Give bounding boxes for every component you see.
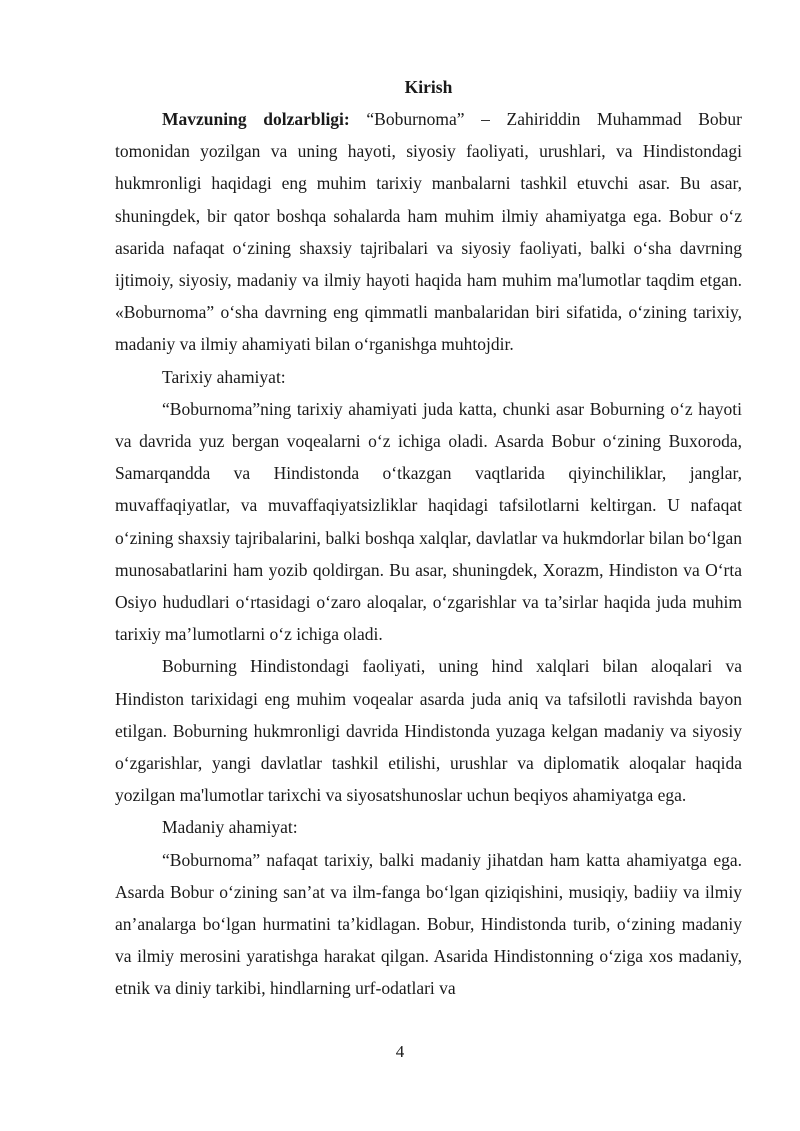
intro-paragraph [115, 103, 742, 361]
historical-paragraph-1: “Boburnoma”ning tarixiy ahamiyati juda katta, chunki asar Boburning oʻz hayoti va davrida yuz bergan voqealarni oʻz ichiga oladi. Asarda Bobur oʻzining Buxoroda, Samarqandda va Hindistonda oʻtkazgan vaqtlarida qiyinchiliklar, janglar, muvaffaqiyatlar, va muvaffaqiyatsizliklar haqidagi tafsilotlarni keltirgan. U nafaqat oʻzining shaxsiy tajribalarini, balki boshqa xalqlar, davlatlar va hukmdorlar bilan boʻlgan munosabatlarini ham yozib qoldirgan. Bu asar, shuningdek, Xorazm, Hindiston va Oʻrta Osiyo hududlari oʻrtasidagi oʻzaro aloqalar, oʻzgarishlar va ta’sirlar haqida juda muhim tarixiy ma’lumotlarni oʻz ichiga oladi. [115, 398, 742, 645]
cultural-paragraph-1: “Boburnoma” nafaqat tarixiy, balki madaniy jihatdan ham katta ahamiyatga ega. Asarda Bobur oʻzining san’at va ilm-fanga boʻlgan qiziqishini, musiqiy, badiiy va ilmiy an’analarga boʻlgan hurmatini ta’kidlagan. Bobur, Hindistonda turib, oʻzining madaniy va ilmiy merosini yaratishga harakat qilgan. Asarida Hindistonning oʻziga xos madaniy, etnik va diniy tarkibi, hindlarning urf-odatlari va [115, 849, 742, 999]
page-number: 4 [395, 1042, 405, 1061]
page-body [115, 72, 742, 1005]
section-heading: Kirish [404, 77, 453, 97]
cultural-significance-label: Madaniy ahamiyat: [162, 817, 298, 838]
historical-paragraph-2: Boburning Hindistondagi faoliyati, uning hind xalqlari bilan aloqalari va Hindiston tarixidagi eng muhim voqealar asarda juda aniq va tafsilotli ravishda bayon etilgan. Boburning hukmronligi davrida Hindistonda yuzaga kelgan madaniy va siyosiy oʻzgarishlar, yangi davlatlar tashkil etilishi, urushlar va diplomatik aloqalar haqida yozilgan ma'lumotlar tarixchi va siyosatshunoslar uchun beqiyos ahamiyatga ega. [115, 656, 742, 806]
intro-text: “Boburnoma” – Zahiriddin Muhammad Bobur tomonidan yozilgan va uning hayoti, siyosiy faoliyati, urushlari, va Hindistondagi hukmronligi haqidagi eng muhim tarixiy manbalarni tashkil etuvchi asar. Bu asar, shuningdek, bir qator boshqa sohalarda ham muhim ilmiy ahamiyatga ega. Bobur oʻz asarida nafaqat oʻzining shaxsiy tajribalari va siyosiy faoliyati, balki oʻsha davrning ijtimoiy, siyosiy, madaniy va ilmiy hayoti haqida ham muhim ma'lumotlar taqdim etgan. «Boburnoma” oʻsha davrning eng qimmatli manbalaridan biri sifatida, oʻzining tarixiy, madaniy va ilmiy ahamiyati bilan oʻrganishga muhtojdir. [115, 109, 743, 355]
intro-label: Mavzuning dolzarbligi: [162, 109, 350, 129]
historical-significance-label: Tarixiy ahamiyat: [162, 366, 286, 387]
